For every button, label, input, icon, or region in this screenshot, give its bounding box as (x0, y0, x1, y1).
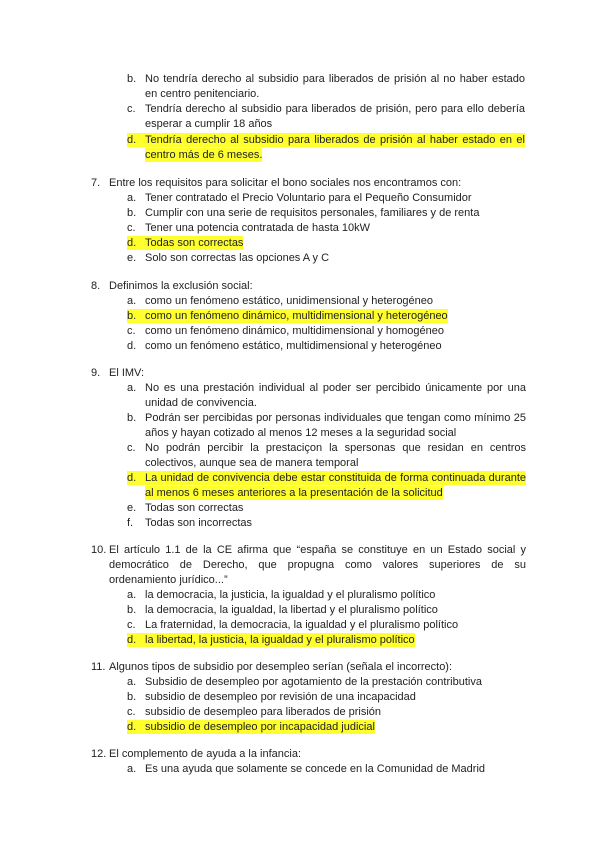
option-letter: b. (127, 412, 137, 424)
option-text: La unidad de convivencia debe estar constituida de forma continuada durante (145, 472, 526, 484)
option-text: Podrán ser percibidas por personas individuales que tengan como mínimo 25 (145, 412, 526, 424)
question-number: 9. (91, 367, 101, 379)
question-text: El IMV: (109, 367, 145, 379)
option-text: como un fenómeno estático, unidimensional y heterogéneo (145, 295, 434, 307)
question-number: 12. (91, 748, 107, 760)
option-letter: b. (127, 309, 145, 323)
option-text: años y hayan cotizado al menos 12 meses a la seguridad social (145, 427, 457, 439)
option-text: Solo son correctas las opciones A y C (145, 252, 330, 264)
question-text: El artículo 1.1 de la CE afirma que “españa se constituye en un Estado social y (109, 544, 526, 556)
option-letter: d. (127, 633, 145, 647)
question-text: Definimos la exclusión social: (109, 280, 253, 292)
option-text: Todas son correctas (145, 237, 244, 249)
option-text: No podrán percibir la prestaciçon la spersonas que residan en centros (145, 442, 526, 454)
option-letter: c. (127, 222, 136, 234)
option-text: Cumplir con una serie de requisitos personales, familiares y de renta (145, 207, 480, 219)
option-text: como un fenómeno dinámico, multidimensional y heterogéneo (145, 310, 448, 322)
option-text: Tener una potencia contratada de hasta 10kW (145, 222, 371, 234)
question-number: 7. (91, 177, 101, 189)
option-text: como un fenómeno dinámico, multidimensional y homogéneo (145, 325, 445, 337)
option-letter: d. (127, 720, 145, 734)
option-text: en centro penitenciario. (145, 88, 260, 100)
question-number: 8. (91, 280, 101, 292)
option-letter: a. (127, 192, 137, 204)
option-text: centro más de 6 meses. (145, 149, 263, 161)
option-text: Tendría derecho al subsidio para liberados de prisión al haber estado en el (145, 134, 525, 146)
option-letter: b. (127, 691, 137, 703)
option-text: Todas son incorrectas (145, 517, 252, 529)
question-number: 11. (91, 661, 106, 673)
option-text: Todas son correctas (145, 502, 244, 514)
option-letter: c. (127, 706, 136, 718)
option-text: Tendría derecho al subsidio para liberados de prisión, pero para ello debería (145, 103, 525, 115)
option-text: como un fenómeno estático, multidimensional y heterogéneo (145, 340, 442, 352)
option-letter: c. (127, 442, 136, 454)
option-letter: b. (127, 73, 137, 85)
option-text: la libertad, la justicia, la igualdad y el pluralismo político (145, 634, 415, 646)
option-text: esperar a cumplir 18 años (145, 118, 273, 130)
option-letter: a. (127, 676, 137, 688)
question-text: democrático de Derecho, que propugna como valores superiores de su (109, 559, 526, 571)
option-letter: d. (127, 236, 145, 250)
question-number: 10. (91, 544, 107, 556)
option-text: No es una prestación individual al poder ser percibido únicamente por una (145, 382, 526, 394)
option-text: la democracia, la justicia, la igualdad y el pluralismo político (145, 589, 436, 601)
option-text: la democracia, la igualdad, la libertad y el pluralismo político (145, 604, 438, 616)
option-letter: c. (127, 325, 136, 337)
option-letter: a. (127, 295, 137, 307)
option-text: La fraternidad, la democracia, la igualdad y el pluralismo político (145, 619, 459, 631)
option-letter: c. (127, 619, 136, 631)
option-letter: b. (127, 604, 137, 616)
option-letter: d. (127, 340, 137, 352)
option-letter: b. (127, 207, 137, 219)
option-letter: c. (127, 103, 136, 115)
question-text: El complemento de ayuda a la infancia: (109, 748, 302, 760)
option-letter: a. (127, 763, 137, 775)
option-letter: a. (127, 589, 137, 601)
option-text: Tener contratado el Precio Voluntario para el Pequeño Consumidor (145, 192, 472, 204)
option-letter: a. (127, 382, 137, 394)
option-text: subsidio de desempleo para liberados de prisión (145, 706, 382, 718)
question-text: Algunos tipos de subsidio por desempleo serían (señala el incorrecto): (109, 661, 453, 673)
option-text: unidad de convivencia. (145, 397, 257, 409)
question-text: ordenamiento jurídico...” (109, 574, 228, 586)
option-text: al menos 6 meses anteriores a la presentación de la solicitud (145, 487, 443, 499)
option-text: subsidio de desempleo por revisión de una incapacidad (145, 691, 416, 703)
option-text: Subsidio de desempleo por agotamiento de la prestación contributiva (145, 676, 482, 688)
option-letter: f. (127, 517, 134, 529)
option-text: subsidio de desempleo por incapacidad judicial (145, 721, 375, 733)
option-letter: e. (127, 252, 137, 264)
option-text: colectivos, aunque sea de manera temporal (145, 457, 359, 469)
option-text: No tendría derecho al subsidio para liberados de prisión al no haber estado (145, 73, 525, 85)
option-letter: d. (127, 133, 145, 147)
option-letter: d. (127, 471, 145, 485)
question-text: Entre los requisitos para solicitar el bono sociales nos encontramos con: (109, 177, 462, 189)
option-text: Es una ayuda que solamente se concede en la Comunidad de Madrid (145, 763, 486, 775)
option-letter: e. (127, 502, 137, 514)
